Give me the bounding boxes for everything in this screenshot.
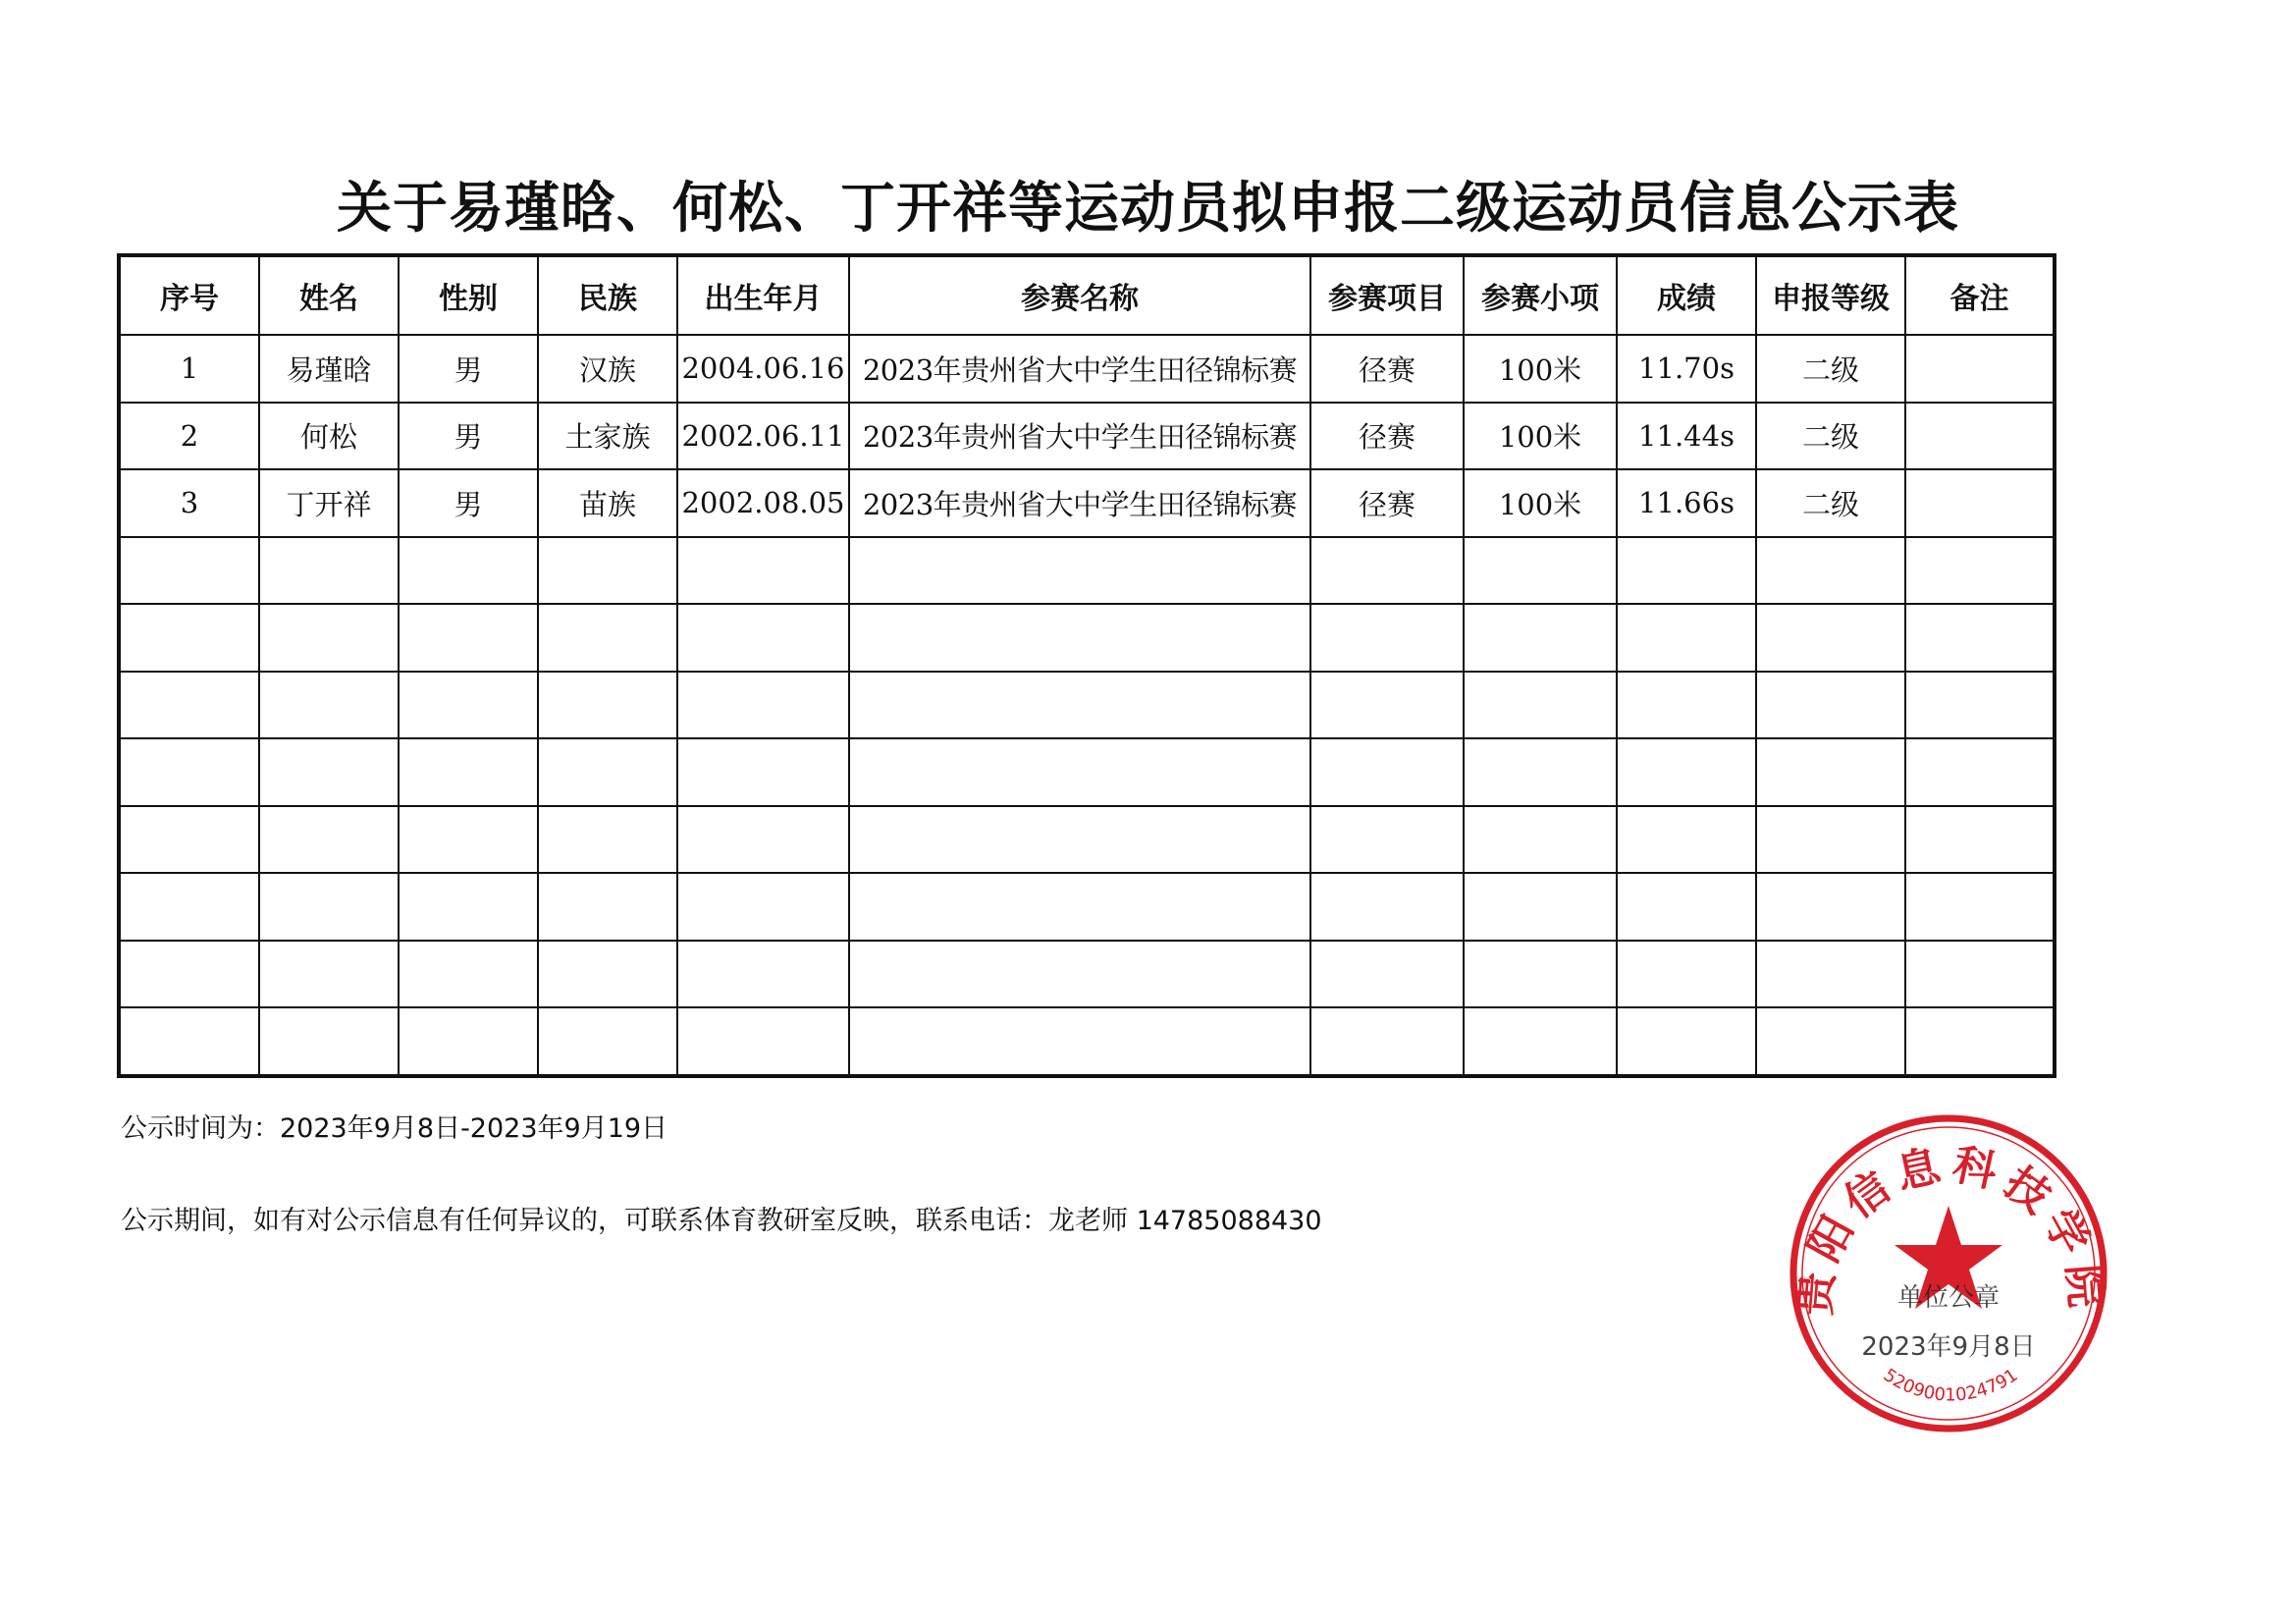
cell-level <box>1756 738 1905 806</box>
cell-gender <box>399 537 538 605</box>
cell-name <box>259 806 399 874</box>
cell-index <box>119 672 259 739</box>
header-level: 申报等级 <box>1756 255 1905 335</box>
cell-competition <box>849 738 1310 806</box>
cell-gender: 男 <box>399 469 538 537</box>
header-sub-event: 参赛小项 <box>1464 255 1617 335</box>
cell-gender <box>399 873 538 941</box>
cell-ethnicity <box>538 604 677 672</box>
cell-ethnicity <box>538 806 677 874</box>
cell-ethnicity: 汉族 <box>538 335 677 403</box>
cell-competition: 2023年贵州省大中学生田径锦标赛 <box>849 469 1310 537</box>
cell-result: 11.44s <box>1617 403 1756 470</box>
cell-index: 2 <box>119 403 259 470</box>
cell-gender <box>399 941 538 1008</box>
seal-date-text: 2023年9月8日 <box>1861 1332 2036 1362</box>
cell-level <box>1756 672 1905 739</box>
cell-name <box>259 672 399 739</box>
roster-table-container <box>117 253 2053 1078</box>
cell-remarks <box>1905 806 2055 874</box>
notice-contact-text: 公示期间，如有对公示信息有任何异议的，可联系体育教研室反映，联系电话：龙老师 14785088430 <box>121 1206 1322 1236</box>
cell-birthdate: 2002.08.05 <box>677 469 849 537</box>
cell-event <box>1310 537 1464 605</box>
cell-name <box>259 941 399 1008</box>
cell-name: 何松 <box>259 403 399 470</box>
cell-ethnicity <box>538 537 677 605</box>
cell-birthdate <box>677 672 849 739</box>
cell-sub-event: 100米 <box>1464 403 1617 470</box>
cell-sub-event <box>1464 873 1617 941</box>
cell-sub-event <box>1464 941 1617 1008</box>
cell-name <box>259 537 399 605</box>
header-event: 参赛项目 <box>1310 255 1464 335</box>
cell-ethnicity: 土家族 <box>538 403 677 470</box>
cell-birthdate <box>677 738 849 806</box>
cell-name: 易瑾晗 <box>259 335 399 403</box>
cell-remarks <box>1905 1007 2055 1076</box>
cell-event: 径赛 <box>1310 403 1464 470</box>
cell-birthdate <box>677 604 849 672</box>
cell-ethnicity <box>538 672 677 739</box>
cell-index <box>119 738 259 806</box>
table-body <box>119 335 2055 1076</box>
cell-competition <box>849 1007 1310 1076</box>
seal-graphic <box>1785 1109 2112 1437</box>
table-row <box>119 873 2055 941</box>
header-ethnicity: 民族 <box>538 255 677 335</box>
cell-remarks <box>1905 403 2055 470</box>
cell-gender: 男 <box>399 335 538 403</box>
cell-index <box>119 604 259 672</box>
cell-index <box>119 537 259 605</box>
header-remarks: 备注 <box>1905 255 2055 335</box>
cell-result: 11.70s <box>1617 335 1756 403</box>
cell-level <box>1756 1007 1905 1076</box>
cell-level <box>1756 941 1905 1008</box>
cell-competition: 2023年贵州省大中学生田径锦标赛 <box>849 335 1310 403</box>
cell-competition <box>849 537 1310 605</box>
table-row <box>119 738 2055 806</box>
cell-result <box>1617 604 1756 672</box>
cell-competition <box>849 672 1310 739</box>
header-competition: 参赛名称 <box>849 255 1310 335</box>
cell-name <box>259 604 399 672</box>
cell-name <box>259 1007 399 1076</box>
cell-sub-event <box>1464 672 1617 739</box>
table-row <box>119 941 2055 1008</box>
cell-competition <box>849 806 1310 874</box>
cell-level: 二级 <box>1756 335 1905 403</box>
cell-event <box>1310 941 1464 1008</box>
header-gender: 性别 <box>399 255 538 335</box>
cell-gender <box>399 604 538 672</box>
cell-result: 11.66s <box>1617 469 1756 537</box>
cell-birthdate <box>677 806 849 874</box>
cell-competition: 2023年贵州省大中学生田径锦标赛 <box>849 403 1310 470</box>
cell-result <box>1617 873 1756 941</box>
cell-result <box>1617 806 1756 874</box>
table-header-row <box>119 255 2055 335</box>
cell-event <box>1310 1007 1464 1076</box>
cell-sub-event: 100米 <box>1464 335 1617 403</box>
header-birthdate: 出生年月 <box>677 255 849 335</box>
cell-sub-event <box>1464 1007 1617 1076</box>
cell-gender <box>399 738 538 806</box>
cell-name <box>259 738 399 806</box>
seal-serial-text: 5209001024791 <box>1879 1365 2022 1406</box>
cell-event <box>1310 806 1464 874</box>
cell-remarks <box>1905 941 2055 1008</box>
cell-index: 3 <box>119 469 259 537</box>
cell-remarks <box>1905 672 2055 739</box>
cell-ethnicity <box>538 1007 677 1076</box>
cell-result <box>1617 537 1756 605</box>
cell-remarks <box>1905 873 2055 941</box>
table-row <box>119 403 2055 470</box>
cell-event <box>1310 604 1464 672</box>
cell-result <box>1617 672 1756 739</box>
cell-sub-event: 100米 <box>1464 469 1617 537</box>
header-name: 姓名 <box>259 255 399 335</box>
cell-name: 丁开祥 <box>259 469 399 537</box>
cell-name <box>259 873 399 941</box>
cell-result <box>1617 941 1756 1008</box>
cell-competition <box>849 873 1310 941</box>
seal-arc-text: 贵阳信息科技学院 <box>1789 1139 2111 1318</box>
cell-ethnicity <box>538 941 677 1008</box>
cell-ethnicity: 苗族 <box>538 469 677 537</box>
cell-ethnicity <box>538 738 677 806</box>
cell-birthdate <box>677 873 849 941</box>
header-result: 成绩 <box>1617 255 1756 335</box>
cell-sub-event <box>1464 604 1617 672</box>
cell-sub-event <box>1464 738 1617 806</box>
header-index: 序号 <box>119 255 259 335</box>
cell-event: 径赛 <box>1310 469 1464 537</box>
cell-remarks <box>1905 604 2055 672</box>
cell-remarks <box>1905 335 2055 403</box>
cell-index <box>119 1007 259 1076</box>
table-row <box>119 672 2055 739</box>
cell-level: 二级 <box>1756 469 1905 537</box>
cell-index <box>119 873 259 941</box>
cell-birthdate <box>677 537 849 605</box>
seal-center-text: 单位公章 <box>1896 1283 2001 1313</box>
cell-sub-event <box>1464 537 1617 605</box>
table-row <box>119 335 2055 403</box>
cell-birthdate: 2002.06.11 <box>677 403 849 470</box>
cell-event <box>1310 873 1464 941</box>
cell-index: 1 <box>119 335 259 403</box>
cell-remarks <box>1905 537 2055 605</box>
table-row <box>119 1007 2055 1076</box>
cell-event <box>1310 738 1464 806</box>
roster-table <box>117 253 2056 1078</box>
cell-gender: 男 <box>399 403 538 470</box>
cell-level <box>1756 604 1905 672</box>
cell-level <box>1756 806 1905 874</box>
official-seal <box>1785 1109 2112 1437</box>
cell-event: 径赛 <box>1310 335 1464 403</box>
notice-period-text: 公示时间为：2023年9月8日-2023年9月19日 <box>121 1113 668 1144</box>
page-title: 关于易瑾晗、何松、丁开祥等运动员拟申报二级运动员信息公示表 <box>337 177 1959 241</box>
cell-result <box>1617 1007 1756 1076</box>
cell-sub-event <box>1464 806 1617 874</box>
cell-level: 二级 <box>1756 403 1905 470</box>
table-row <box>119 469 2055 537</box>
table-row <box>119 806 2055 874</box>
cell-index <box>119 806 259 874</box>
table-row <box>119 537 2055 605</box>
cell-level <box>1756 537 1905 605</box>
cell-gender <box>399 1007 538 1076</box>
cell-birthdate <box>677 1007 849 1076</box>
cell-gender <box>399 672 538 739</box>
cell-competition <box>849 941 1310 1008</box>
cell-level <box>1756 873 1905 941</box>
cell-remarks <box>1905 469 2055 537</box>
cell-remarks <box>1905 738 2055 806</box>
cell-result <box>1617 738 1756 806</box>
cell-birthdate <box>677 941 849 1008</box>
cell-competition <box>849 604 1310 672</box>
cell-event <box>1310 672 1464 739</box>
cell-birthdate: 2004.06.16 <box>677 335 849 403</box>
cell-index <box>119 941 259 1008</box>
cell-ethnicity <box>538 873 677 941</box>
table-row <box>119 604 2055 672</box>
cell-gender <box>399 806 538 874</box>
